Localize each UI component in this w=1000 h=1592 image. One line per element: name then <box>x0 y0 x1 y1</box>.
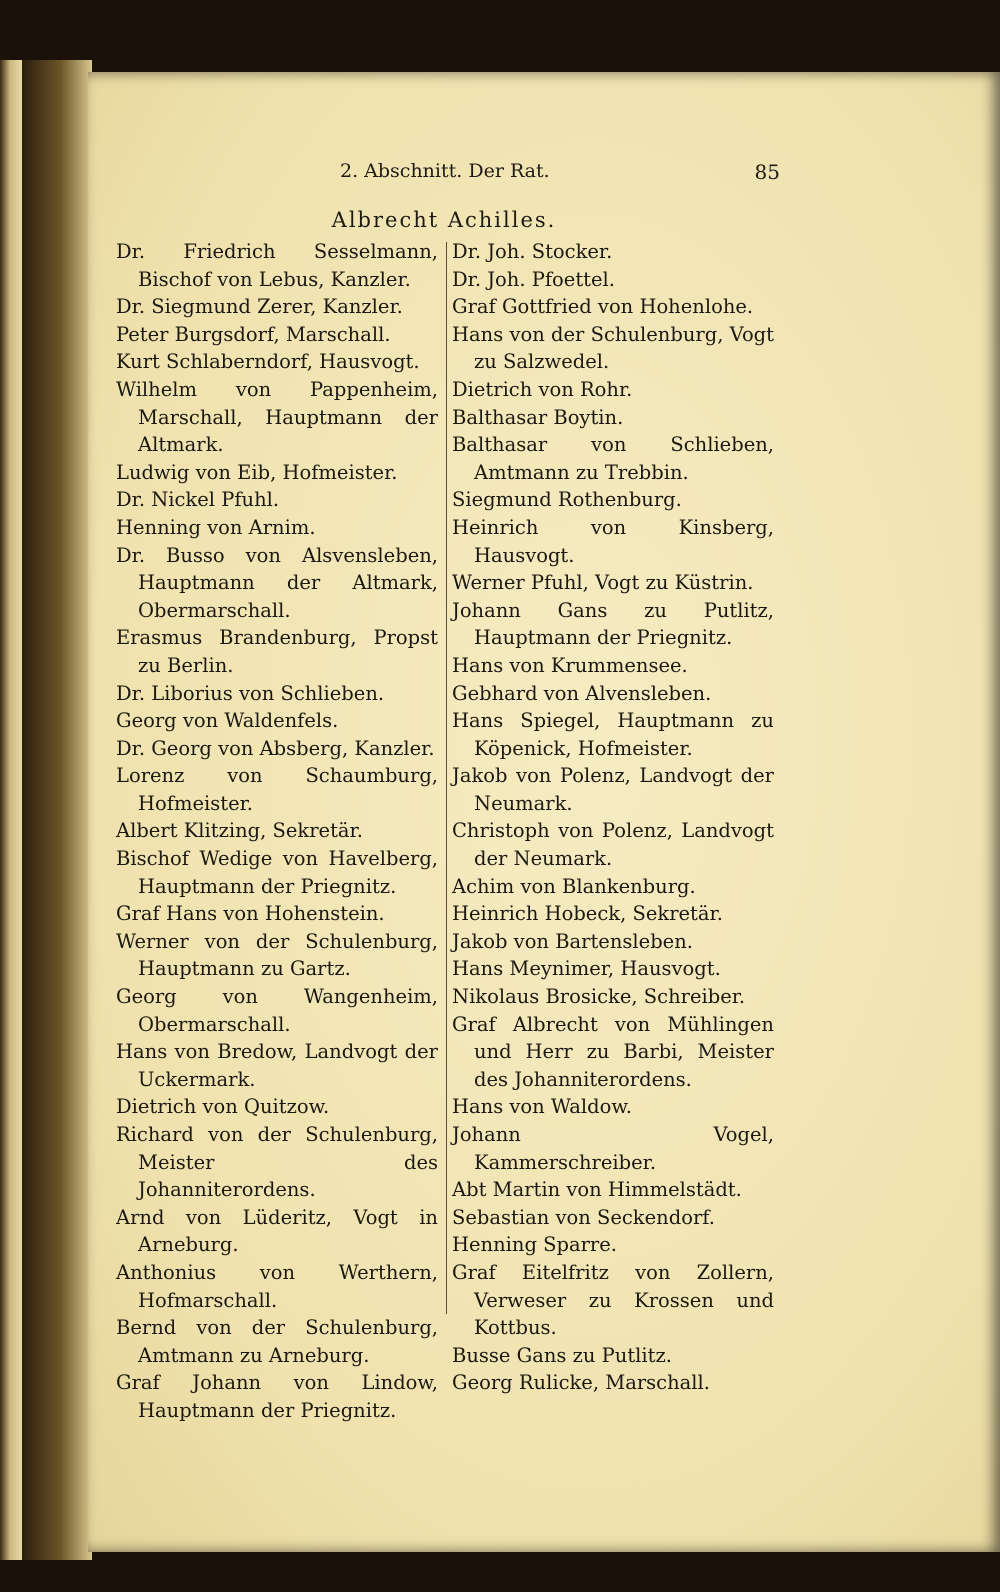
list-item: Dr. Nickel Pfuhl. <box>116 488 280 512</box>
list-item: Balthasar von Schlieben, Amtmann zu Trebbin. <box>452 433 774 484</box>
list-item: Busse Gans zu Putlitz. <box>452 1343 672 1367</box>
list-item: Graf Gottfried von Hohenlohe. <box>452 295 754 319</box>
list-item: Graf Albrecht von Mühlingen und Herr zu Barbi, Meister des Johanniterordens. <box>452 1012 774 1091</box>
list-item: Dr. Liborius von Schlieben. <box>116 681 385 705</box>
list-item: Graf Eitelfritz von Zollern, Verweser zu Krossen und Kottbus. <box>452 1260 774 1340</box>
left-column <box>116 238 438 1425</box>
list-item: Dr. Friedrich Sesselmann, Bischof von Lebus, Kanzler. <box>116 240 438 291</box>
list-item: Albert Klitzing, Sekretär. <box>116 819 363 843</box>
list-item: Bernd von der Schulenburg, Amtmann zu Arneburg. <box>116 1316 438 1367</box>
section-title: Albrecht Achilles. <box>331 208 557 232</box>
list-item: Dr. Busso von Alsvensleben, Hauptmann der Altmark, Obermarschall. <box>116 543 438 622</box>
list-item: Graf Hans von Hohenstein. <box>116 902 385 926</box>
right-column <box>452 238 774 1397</box>
list-item: Peter Burgsdorf, Marschall. <box>116 322 391 346</box>
list-item: Erasmus Brandenburg, Propst zu Berlin. <box>116 626 438 677</box>
list-item: Richard von der Schulenburg, Meister des Johanniterordens. <box>116 1123 438 1202</box>
running-head-title: 2. Abschnitt. Der Rat. <box>340 160 550 182</box>
list-item: Dr. Georg von Absberg, Kanzler. <box>116 736 435 760</box>
list-item: Jakob von Bartensleben. <box>452 929 693 953</box>
list-item: Heinrich von Kinsberg, Hausvogt. <box>452 515 774 567</box>
list-item: Werner Pfuhl, Vogt zu Küstrin. <box>452 571 754 595</box>
list-item: Georg Rulicke, Marschall. <box>452 1371 710 1395</box>
list-item: Dr. Siegmund Zerer, Kanzler. <box>116 295 403 319</box>
column-divider <box>446 242 447 1314</box>
running-head <box>340 158 780 188</box>
list-item: Johann Vogel, Kammerschreiber. <box>452 1123 774 1174</box>
list-item: Bischof Wedige von Havelberg, Hauptmann der Priegnitz. <box>116 847 438 898</box>
list-item: Dietrich von Rohr. <box>452 377 633 401</box>
list-item: Hans Spiegel, Hauptmann zu Köpenick, Hofmeister. <box>452 709 774 760</box>
list-item: Achim von Blankenburg. <box>452 874 696 898</box>
list-item: Lorenz von Schaumburg, Hofmeister. <box>116 764 438 815</box>
list-item: Hans von Waldow. <box>452 1095 632 1119</box>
list-item: Siegmund Rothenburg. <box>452 488 682 512</box>
list-item: Jakob von Polenz, Landvogt der Neumark. <box>452 764 774 815</box>
list-item: Balthasar Boytin. <box>452 405 624 429</box>
list-item: Hans von der Schulenburg, Vogt zu Salzwedel. <box>452 322 774 374</box>
list-item: Georg von Waldenfels. <box>116 709 339 733</box>
list-item: Anthonius von Werthern, Hofmarschall. <box>116 1260 438 1312</box>
list-item: Werner von der Schulenburg, Hauptmann zu Gartz. <box>116 929 438 981</box>
list-item: Christoph von Polenz, Landvogt der Neumark. <box>452 819 774 871</box>
previous-page-edge <box>0 60 22 1560</box>
list-item: Georg von Wangenheim, Obermarschall. <box>116 985 438 1036</box>
list-item: Heinrich Hobeck, Sekretär. <box>452 902 723 926</box>
list-item: Gebhard von Alvensleben. <box>452 681 712 705</box>
list-item: Hans von Bredow, Landvogt der Uckermark. <box>116 1040 438 1091</box>
list-item: Johann Gans zu Putlitz, Hauptmann der Priegnitz. <box>452 598 774 650</box>
list-item: Henning Sparre. <box>452 1233 617 1257</box>
list-item: Dr. Joh. Stocker. <box>452 240 613 263</box>
list-item: Wilhelm von Pappenheim, Marschall, Hauptmann der Altmark. <box>116 377 438 457</box>
list-item: Hans von Krummensee. <box>452 653 688 677</box>
list-item: Arnd von Lüderitz, Vogt in Arneburg. <box>116 1205 438 1257</box>
page-number: 85 <box>754 160 780 184</box>
book-gutter <box>22 60 92 1560</box>
list-item: Hans Meynimer, Hausvogt. <box>452 957 721 981</box>
list-item: Ludwig von Eib, Hofmeister. <box>116 460 398 484</box>
list-item: Nikolaus Brosicke, Schreiber. <box>452 985 746 1009</box>
list-item: Henning von Arnim. <box>116 515 316 539</box>
list-item: Sebastian von Seckendorf. <box>452 1205 715 1229</box>
list-item: Graf Johann von Lindow, Hauptmann der Priegnitz. <box>116 1371 438 1422</box>
list-item: Abt Martin von Himmelstädt. <box>452 1178 742 1202</box>
list-item: Dr. Joh. Pfoettel. <box>452 267 615 291</box>
list-item: Dietrich von Quitzow. <box>116 1095 330 1119</box>
list-item: Kurt Schlaberndorf, Hausvogt. <box>116 350 420 374</box>
